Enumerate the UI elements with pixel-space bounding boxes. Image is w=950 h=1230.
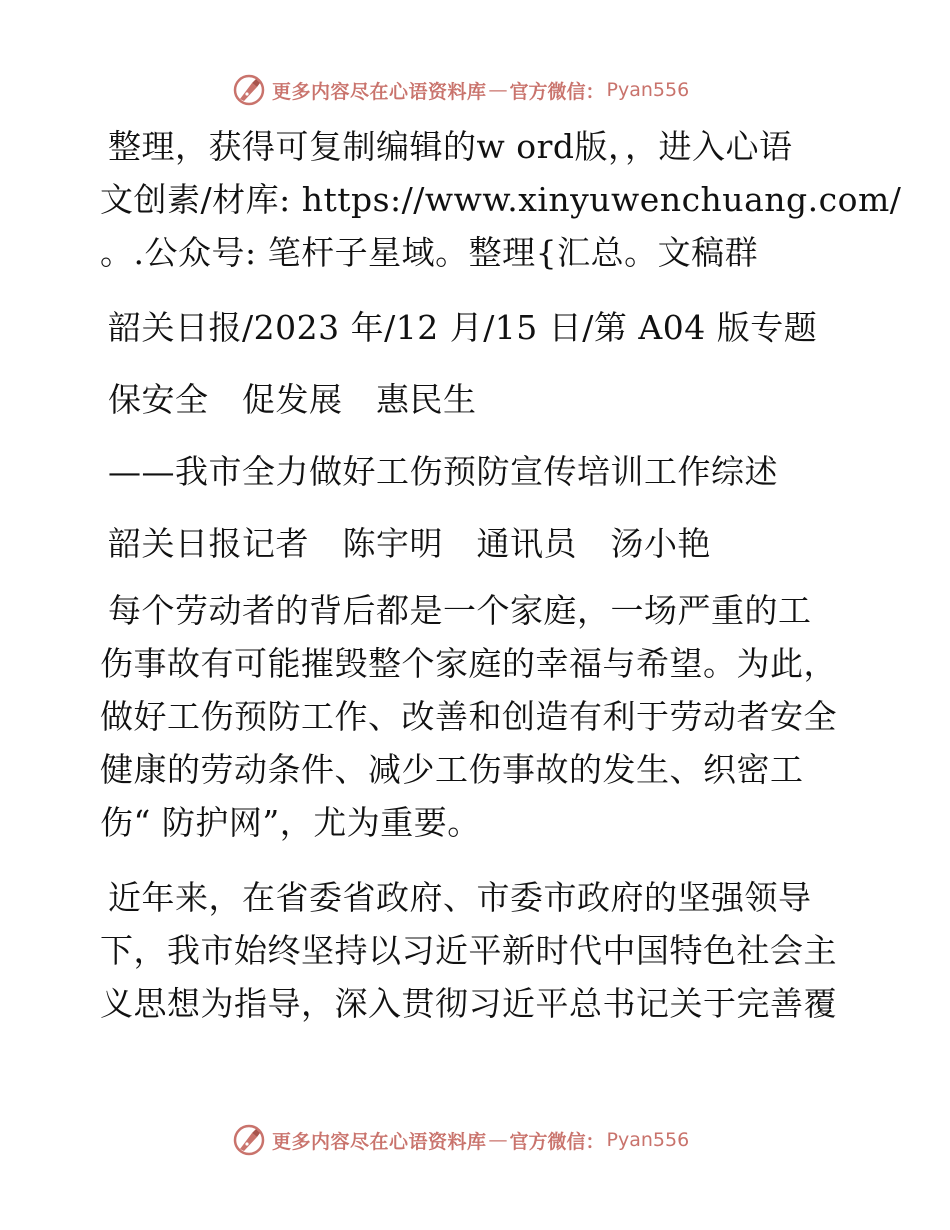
- watermark-separator: —: [488, 79, 508, 101]
- paragraph-line: 每个劳动者的背后都是一个家庭，一场严重的工: [108, 591, 812, 630]
- article-headline: 保安全 促发展 惠民生: [108, 380, 477, 419]
- article-source: 韶关日报/2023 年/12 月/15 日/第 A04 版专题: [108, 308, 818, 347]
- paragraph-line: 伤“ 防护网”，尤为重要。: [100, 803, 481, 842]
- watermark-wechat-id: Pyan556: [606, 1129, 690, 1151]
- paragraph-2: [100, 871, 860, 1030]
- paragraph-1: [100, 584, 860, 849]
- paragraph-line: 下，我市始终坚持以习近平新时代中国特色社会主: [100, 931, 837, 970]
- watermark-text: 更多内容尽在心语资料库: [272, 1130, 487, 1153]
- paragraph-line: 义思想为指导，深入贯彻习近平总书记关于完善覆: [100, 984, 837, 1023]
- intro-line-3: 。.公众号: 笔杆子星域。整理{汇总。文稿群: [100, 233, 759, 272]
- watermark-label: 官方微信：: [509, 1130, 605, 1153]
- article-subheadline: ——我市全力做好工伤预防宣传培训工作综述: [108, 452, 778, 491]
- watermark-text: 更多内容尽在心语资料库: [272, 80, 487, 103]
- watermark-wechat-id: Pyan556: [606, 79, 690, 101]
- watermark-separator: —: [488, 1129, 508, 1151]
- document-body: [100, 120, 902, 1030]
- footer-watermark: [232, 1122, 689, 1158]
- pen-nib-logo-icon: [232, 73, 266, 107]
- intro-line-2: 文创素/材库: https://www.xinyuwenchuang.com/: [100, 180, 902, 219]
- paragraph-line: 伤事故有可能摧毁整个家庭的幸福与希望。为此，: [100, 644, 837, 683]
- pen-nib-logo-icon: [232, 1123, 266, 1157]
- watermark-label: 官方微信：: [509, 80, 605, 103]
- paragraph-line: 做好工伤预防工作、改善和创造有利于劳动者安全: [100, 697, 837, 736]
- header-watermark: [232, 72, 689, 108]
- article-byline: 韶关日报记者 陈宇明 通讯员 汤小艳: [108, 524, 711, 563]
- paragraph-line: 近年来，在省委省政府、市委市政府的坚强领导: [108, 878, 812, 917]
- intro-line-1: 整理，获得可复制编辑的w ord版，，进入心语: [108, 127, 793, 166]
- paragraph-line: 健康的劳动条件、减少工伤事故的发生、织密工: [100, 750, 804, 789]
